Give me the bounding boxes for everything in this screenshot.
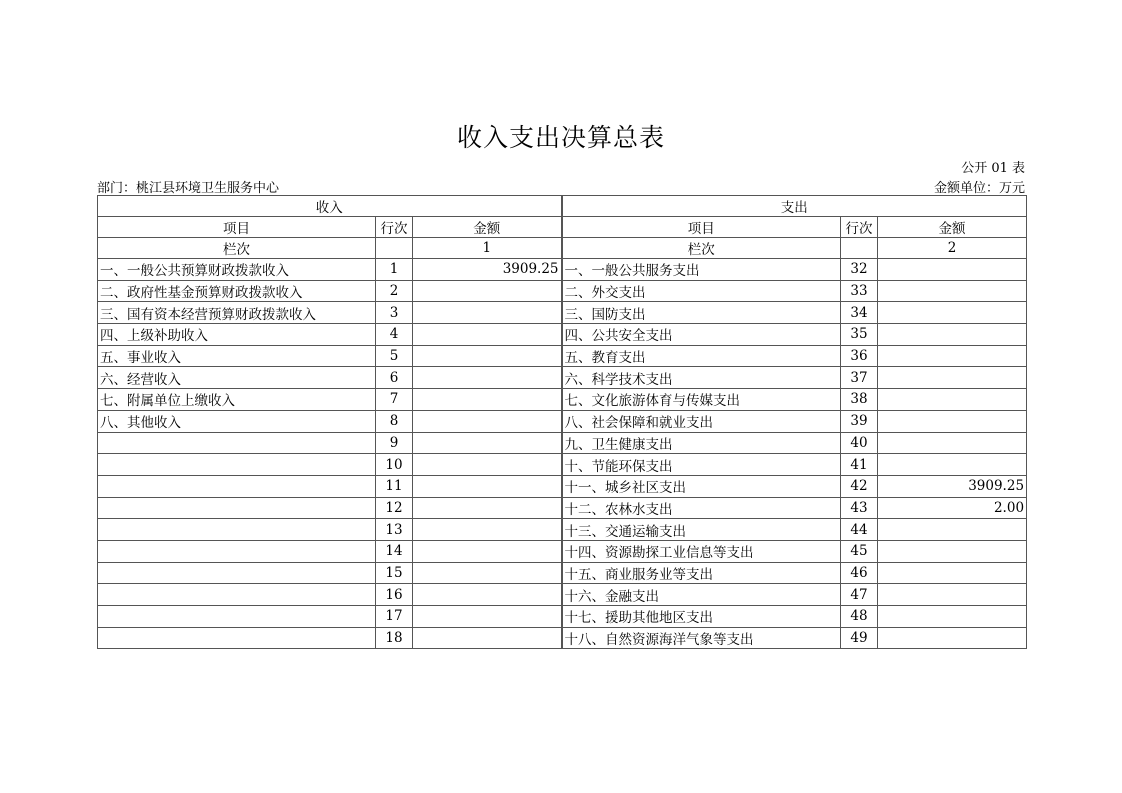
table-row	[98, 497, 1027, 519]
section-header-row	[98, 196, 1027, 217]
income-item-cell	[98, 540, 376, 562]
income-line-cell: 17	[376, 606, 413, 628]
income-line-cell: 14	[376, 540, 413, 562]
expense-amount-cell	[878, 540, 1027, 562]
expense-amount-cell: 2.00	[878, 497, 1027, 519]
table-row	[98, 345, 1027, 367]
expense-amount-cell	[878, 519, 1027, 541]
expense-item-header: 项目	[562, 217, 841, 238]
expense-line-cell: 47	[841, 584, 878, 606]
column-number-row	[98, 238, 1027, 259]
expense-line-cell: 46	[841, 562, 878, 584]
income-item-header: 项目	[98, 217, 376, 238]
table-row	[98, 454, 1027, 476]
income-line-cell: 18	[376, 627, 413, 649]
expense-column-number: 2	[878, 238, 1027, 259]
expense-line-cell: 49	[841, 627, 878, 649]
expense-amount-cell	[878, 280, 1027, 302]
income-line-cell: 7	[376, 389, 413, 411]
income-item-cell: 八、其他收入	[98, 410, 376, 432]
income-item-cell: 五、事业收入	[98, 345, 376, 367]
expense-amount-cell	[878, 302, 1027, 324]
income-item-cell: 七、附属单位上缴收入	[98, 389, 376, 411]
income-amount-cell	[413, 519, 562, 541]
expense-item-cell: 十一、城乡社区支出	[562, 475, 841, 497]
table-row	[98, 367, 1027, 389]
expense-line-cell: 33	[841, 280, 878, 302]
table-body	[98, 196, 1027, 649]
table-row	[98, 259, 1027, 281]
income-item-cell	[98, 519, 376, 541]
income-item-cell	[98, 432, 376, 454]
expense-item-cell: 七、文化旅游体育与传媒支出	[562, 389, 841, 411]
income-item-cell	[98, 497, 376, 519]
income-line-cell: 1	[376, 259, 413, 281]
expense-amount-cell	[878, 432, 1027, 454]
expense-line-header: 行次	[841, 217, 878, 238]
expense-item-cell: 十八、自然资源海洋气象等支出	[562, 627, 841, 649]
table-row	[98, 475, 1027, 497]
expense-item-cell: 八、社会保障和就业支出	[562, 410, 841, 432]
expense-amount-cell	[878, 606, 1027, 628]
table-row	[98, 540, 1027, 562]
expense-line-cell: 34	[841, 302, 878, 324]
table-row	[98, 389, 1027, 411]
expense-amount-cell	[878, 627, 1027, 649]
income-amount-cell	[413, 302, 562, 324]
expense-amount-cell	[878, 584, 1027, 606]
table-row	[98, 606, 1027, 628]
income-line-header: 行次	[376, 217, 413, 238]
expense-line-cell: 45	[841, 540, 878, 562]
unit-label: 金额单位：万元	[933, 181, 1025, 196]
expense-item-cell: 十五、商业服务业等支出	[562, 562, 841, 584]
income-line-cell: 12	[376, 497, 413, 519]
income-amount-cell	[413, 562, 562, 584]
income-line-cell: 15	[376, 562, 413, 584]
expense-amount-cell	[878, 562, 1027, 584]
income-item-cell	[98, 475, 376, 497]
income-line-cell: 16	[376, 584, 413, 606]
expense-line-cell: 48	[841, 606, 878, 628]
expense-line-empty	[841, 238, 878, 259]
expense-line-cell: 38	[841, 389, 878, 411]
income-amount-cell	[413, 345, 562, 367]
expense-item-cell: 十、节能环保支出	[562, 454, 841, 476]
income-item-cell	[98, 562, 376, 584]
column-header-row	[98, 217, 1027, 238]
income-amount-header: 金额	[413, 217, 562, 238]
expense-line-cell: 37	[841, 367, 878, 389]
expense-line-cell: 35	[841, 324, 878, 346]
income-amount-cell	[413, 454, 562, 476]
income-line-cell: 8	[376, 410, 413, 432]
income-line-cell: 9	[376, 432, 413, 454]
page-title: 收入支出决算总表	[456, 123, 665, 152]
expense-line-cell: 41	[841, 454, 878, 476]
income-amount-cell	[413, 432, 562, 454]
income-line-cell: 2	[376, 280, 413, 302]
expense-amount-cell	[878, 324, 1027, 346]
expense-amount-header: 金额	[878, 217, 1027, 238]
income-amount-cell	[413, 540, 562, 562]
expense-line-cell: 32	[841, 259, 878, 281]
expense-item-cell: 九、卫生健康支出	[562, 432, 841, 454]
income-item-cell	[98, 584, 376, 606]
expense-line-cell: 36	[841, 345, 878, 367]
table-row	[98, 280, 1027, 302]
income-item-cell	[98, 627, 376, 649]
income-line-cell: 10	[376, 454, 413, 476]
expense-line-cell: 44	[841, 519, 878, 541]
income-amount-cell	[413, 606, 562, 628]
expense-section-header: 支出	[562, 196, 1027, 217]
expense-amount-cell: 3909.25	[878, 475, 1027, 497]
expense-line-cell: 42	[841, 475, 878, 497]
income-amount-cell: 3909.25	[413, 259, 562, 281]
expense-item-cell: 四、公共安全支出	[562, 324, 841, 346]
expense-amount-cell	[878, 410, 1027, 432]
table-row	[98, 627, 1027, 649]
income-item-cell: 二、政府性基金预算财政拨款收入	[98, 280, 376, 302]
expense-amount-cell	[878, 367, 1027, 389]
income-line-cell: 4	[376, 324, 413, 346]
table-row	[98, 562, 1027, 584]
table-row	[98, 584, 1027, 606]
expense-amount-cell	[878, 454, 1027, 476]
expense-item-cell: 一、一般公共服务支出	[562, 259, 841, 281]
expense-line-cell: 43	[841, 497, 878, 519]
income-line-empty	[376, 238, 413, 259]
income-line-cell: 6	[376, 367, 413, 389]
income-amount-cell	[413, 497, 562, 519]
income-amount-cell	[413, 280, 562, 302]
table-row	[98, 410, 1027, 432]
expense-item-cell: 十四、资源勘探工业信息等支出	[562, 540, 841, 562]
income-column-number: 1	[413, 238, 562, 259]
expense-item-cell: 十三、交通运输支出	[562, 519, 841, 541]
expense-line-cell: 39	[841, 410, 878, 432]
expense-amount-cell	[878, 389, 1027, 411]
income-column-label: 栏次	[98, 238, 376, 259]
expense-item-cell: 三、国防支出	[562, 302, 841, 324]
income-item-cell	[98, 454, 376, 476]
expense-item-cell: 六、科学技术支出	[562, 367, 841, 389]
income-item-cell: 三、国有资本经营预算财政拨款收入	[98, 302, 376, 324]
income-line-cell: 11	[376, 475, 413, 497]
income-line-cell: 3	[376, 302, 413, 324]
expense-amount-cell	[878, 345, 1027, 367]
income-amount-cell	[413, 627, 562, 649]
income-item-cell: 一、一般公共预算财政拨款收入	[98, 259, 376, 281]
expense-line-cell: 40	[841, 432, 878, 454]
expense-item-cell: 二、外交支出	[562, 280, 841, 302]
expense-item-cell: 十二、农林水支出	[562, 497, 841, 519]
income-line-cell: 5	[376, 345, 413, 367]
expense-item-cell: 五、教育支出	[562, 345, 841, 367]
income-item-cell: 四、上级补助收入	[98, 324, 376, 346]
income-amount-cell	[413, 475, 562, 497]
income-amount-cell	[413, 389, 562, 411]
income-section-header: 收入	[98, 196, 562, 217]
budget-table	[97, 195, 1027, 649]
expense-item-cell: 十六、金融支出	[562, 584, 841, 606]
income-item-cell	[98, 606, 376, 628]
table-row	[98, 519, 1027, 541]
income-amount-cell	[413, 324, 562, 346]
form-code: 公开 01 表	[961, 161, 1025, 176]
department-label: 部门：桃江县环境卫生服务中心	[97, 181, 280, 196]
expense-column-label: 栏次	[562, 238, 841, 259]
income-amount-cell	[413, 410, 562, 432]
income-amount-cell	[413, 367, 562, 389]
expense-item-cell: 十七、援助其他地区支出	[562, 606, 841, 628]
expense-amount-cell	[878, 259, 1027, 281]
income-line-cell: 13	[376, 519, 413, 541]
income-amount-cell	[413, 584, 562, 606]
income-item-cell: 六、经营收入	[98, 367, 376, 389]
table-row	[98, 302, 1027, 324]
table-row	[98, 432, 1027, 454]
table-row	[98, 324, 1027, 346]
